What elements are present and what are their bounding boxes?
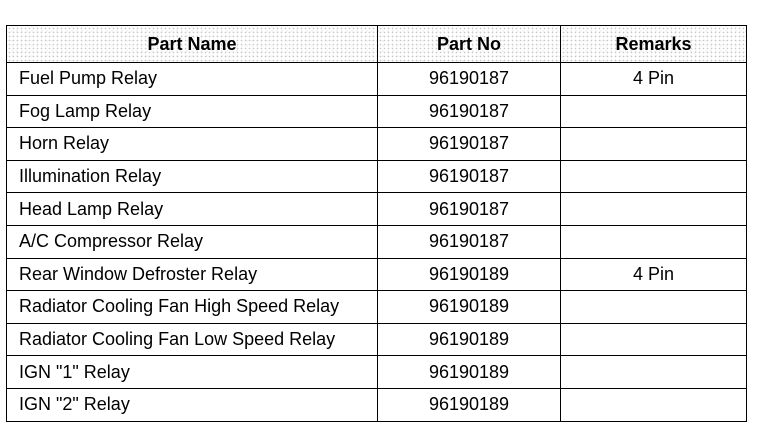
table-row bbox=[7, 95, 747, 128]
cell-part-no: 96190187 bbox=[378, 225, 561, 258]
cell-remarks bbox=[561, 160, 747, 193]
cell-remarks bbox=[561, 193, 747, 226]
cell-part-name: IGN "2" Relay bbox=[7, 388, 378, 421]
table-row bbox=[7, 291, 747, 324]
cell-part-name: Radiator Cooling Fan High Speed Relay bbox=[7, 291, 378, 324]
header-remarks: Remarks bbox=[561, 26, 747, 63]
cell-part-no: 96190189 bbox=[378, 388, 561, 421]
cell-part-name: Fog Lamp Relay bbox=[7, 95, 378, 128]
table-row bbox=[7, 63, 747, 96]
cell-remarks bbox=[561, 388, 747, 421]
cell-part-name: Horn Relay bbox=[7, 128, 378, 161]
table-row bbox=[7, 193, 747, 226]
cell-part-name: Fuel Pump Relay bbox=[7, 63, 378, 96]
cell-part-name: IGN "1" Relay bbox=[7, 356, 378, 389]
cell-part-name: A/C Compressor Relay bbox=[7, 225, 378, 258]
cell-part-no: 96190187 bbox=[378, 128, 561, 161]
table-row bbox=[7, 323, 747, 356]
cell-remarks bbox=[561, 291, 747, 324]
table-row bbox=[7, 160, 747, 193]
relay-parts-table bbox=[6, 25, 747, 422]
cell-remarks: 4 Pin bbox=[561, 63, 747, 96]
cell-part-no: 96190189 bbox=[378, 258, 561, 291]
cell-part-no: 96190187 bbox=[378, 193, 561, 226]
table-header-row bbox=[7, 26, 747, 63]
table-row bbox=[7, 388, 747, 421]
cell-part-no: 96190187 bbox=[378, 95, 561, 128]
table-row bbox=[7, 128, 747, 161]
table-row bbox=[7, 258, 747, 291]
cell-remarks bbox=[561, 128, 747, 161]
cell-remarks bbox=[561, 95, 747, 128]
cell-remarks bbox=[561, 356, 747, 389]
cell-remarks: 4 Pin bbox=[561, 258, 747, 291]
table-row bbox=[7, 225, 747, 258]
cell-part-no: 96190187 bbox=[378, 63, 561, 96]
cell-part-name: Radiator Cooling Fan Low Speed Relay bbox=[7, 323, 378, 356]
cell-part-no: 96190189 bbox=[378, 356, 561, 389]
cell-remarks bbox=[561, 323, 747, 356]
cell-remarks bbox=[561, 225, 747, 258]
header-part-name: Part Name bbox=[7, 26, 378, 63]
table-row bbox=[7, 356, 747, 389]
cell-part-name: Head Lamp Relay bbox=[7, 193, 378, 226]
cell-part-no: 96190189 bbox=[378, 323, 561, 356]
cell-part-name: Illumination Relay bbox=[7, 160, 378, 193]
cell-part-no: 96190187 bbox=[378, 160, 561, 193]
header-part-no: Part No bbox=[378, 26, 561, 63]
cell-part-name: Rear Window Defroster Relay bbox=[7, 258, 378, 291]
cell-part-no: 96190189 bbox=[378, 291, 561, 324]
